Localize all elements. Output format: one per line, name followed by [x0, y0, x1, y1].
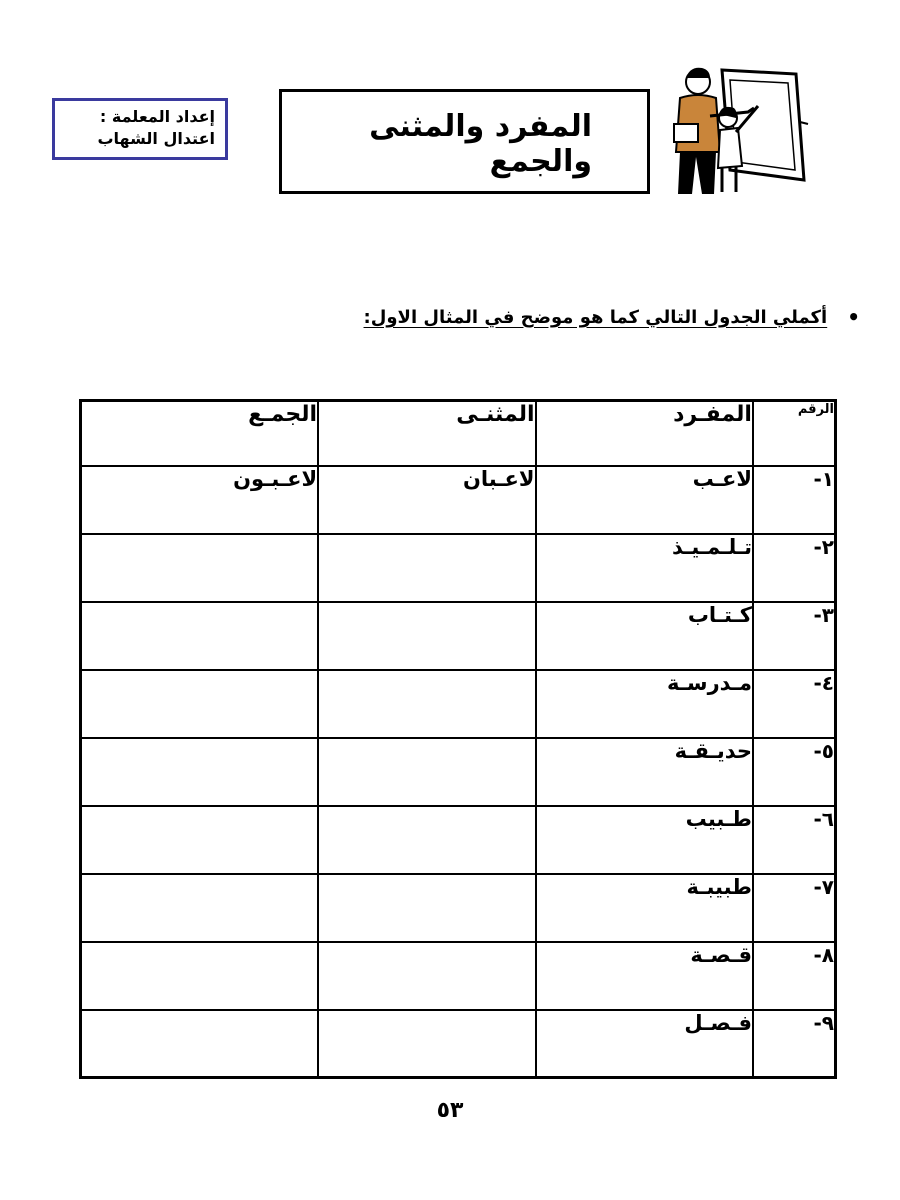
- dual-cell[interactable]: لاعـبان: [318, 466, 535, 534]
- dual-cell[interactable]: [318, 602, 535, 670]
- row-number: ٩-: [753, 1010, 836, 1078]
- plural-cell[interactable]: [81, 670, 319, 738]
- plural-cell[interactable]: [81, 942, 319, 1010]
- teacher-hair: [686, 68, 710, 78]
- worksheet-title-box: [279, 89, 650, 194]
- page-number: ٥٣: [436, 1098, 464, 1123]
- teacher-trousers: [678, 152, 716, 194]
- worksheet-title: المفرد والمثنى والجمع: [369, 108, 592, 179]
- dual-cell[interactable]: [318, 670, 535, 738]
- table-row: [81, 670, 836, 738]
- plural-cell[interactable]: [81, 602, 319, 670]
- row-number: ١-: [753, 466, 836, 534]
- row-number: ٦-: [753, 806, 836, 874]
- teacher-student-board-illustration: [650, 62, 810, 197]
- table-row: [81, 738, 836, 806]
- header-dual: المثنـى: [318, 401, 535, 466]
- singular-cell: فـصـل: [536, 1010, 753, 1078]
- header-plural: الجمـع: [81, 401, 319, 466]
- header-singular: المفـرد: [536, 401, 753, 466]
- plural-cell[interactable]: [81, 534, 319, 602]
- teacher-name: اعتدال الشهاب: [97, 129, 215, 148]
- plural-cell[interactable]: لاعـبـون: [81, 466, 319, 534]
- teacher-label: إعداد المعلمة :: [99, 107, 215, 126]
- dual-cell[interactable]: [318, 806, 535, 874]
- dual-cell[interactable]: [318, 1010, 535, 1078]
- singular-cell: حديـقـة: [536, 738, 753, 806]
- singular-cell: تـلـمـيـذ: [536, 534, 753, 602]
- table-header-row: [81, 401, 836, 466]
- table-row: [81, 874, 836, 942]
- teacher-credit-box: [52, 98, 228, 160]
- singular-cell: لاعـب: [536, 466, 753, 534]
- singular-cell: كـتـاب: [536, 602, 753, 670]
- dual-cell[interactable]: [318, 874, 535, 942]
- plural-cell[interactable]: [81, 806, 319, 874]
- row-number: ٢-: [753, 534, 836, 602]
- plural-cell[interactable]: [81, 1010, 319, 1078]
- table-row: [81, 806, 836, 874]
- table-row: [81, 942, 836, 1010]
- row-number: ٧-: [753, 874, 836, 942]
- table-row: [81, 466, 836, 534]
- row-number: ٣-: [753, 602, 836, 670]
- singular-cell: طـبيب: [536, 806, 753, 874]
- row-number: ٤-: [753, 670, 836, 738]
- teacher-book: [674, 124, 698, 142]
- dual-cell[interactable]: [318, 534, 535, 602]
- header-number: الرقم: [753, 401, 836, 466]
- instruction-text: أكملي الجدول التالي كما هو موضح في المثال الاول:: [363, 306, 828, 328]
- student-dress: [718, 128, 742, 168]
- table-row: [81, 602, 836, 670]
- table-row: [81, 534, 836, 602]
- plural-cell[interactable]: [81, 874, 319, 942]
- row-number: ٨-: [753, 942, 836, 1010]
- table-row: [81, 1010, 836, 1078]
- dual-cell[interactable]: [318, 738, 535, 806]
- plural-cell[interactable]: [81, 738, 319, 806]
- bullet-icon: •: [847, 305, 860, 329]
- singular-cell: مـدرسـة: [536, 670, 753, 738]
- completion-table: [79, 399, 837, 1079]
- singular-cell: طبيبـة: [536, 874, 753, 942]
- dual-cell[interactable]: [318, 942, 535, 1010]
- row-number: ٥-: [753, 738, 836, 806]
- instruction-line: [280, 305, 860, 329]
- singular-cell: قـصـة: [536, 942, 753, 1010]
